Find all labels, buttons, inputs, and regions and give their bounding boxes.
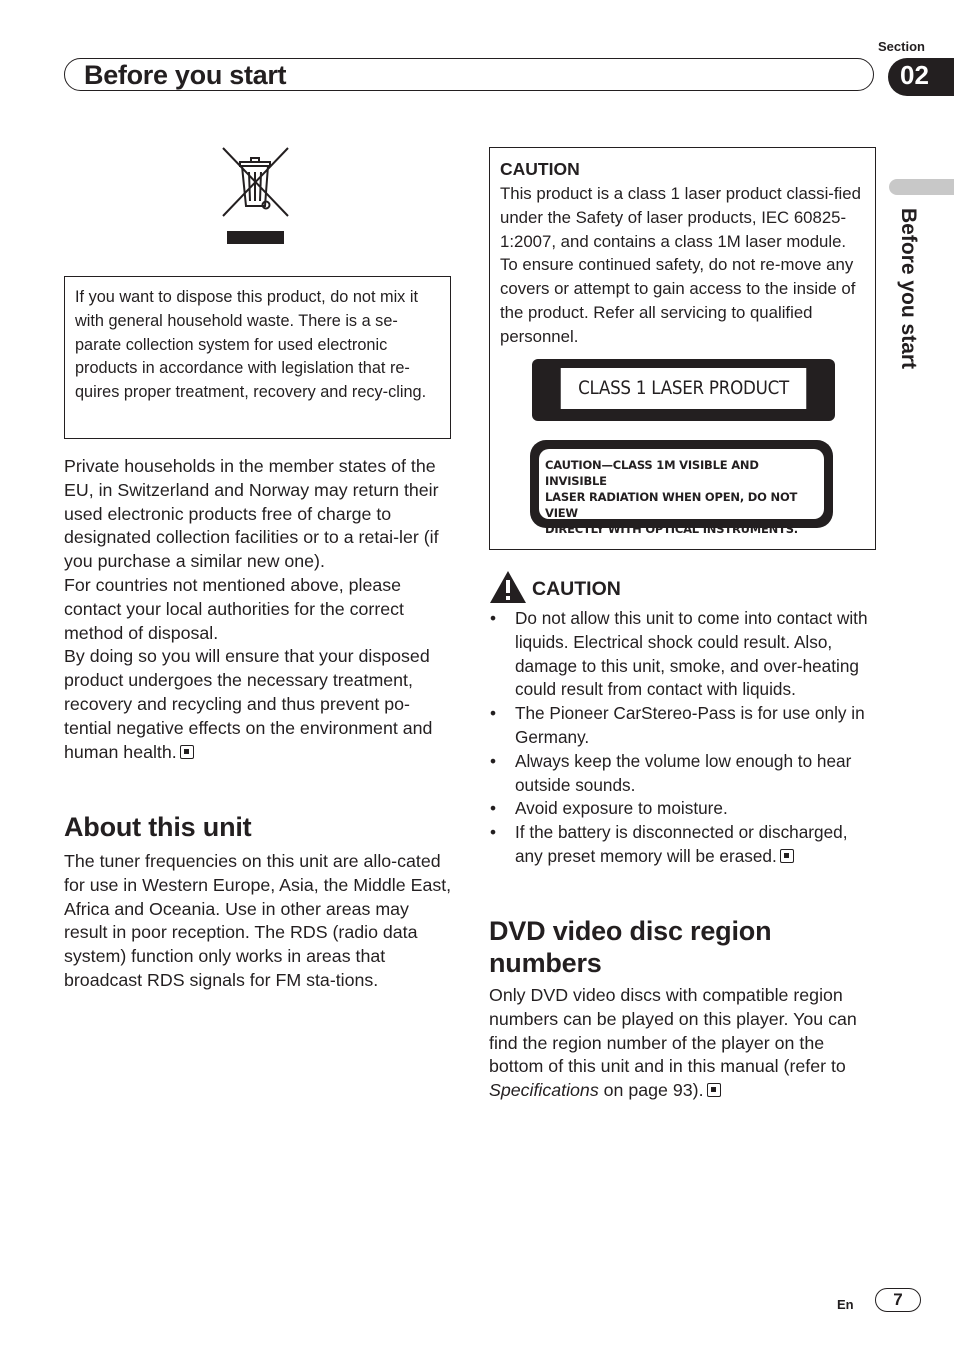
caution-item: • Always keep the volume low enough to hear outside sounds. — [489, 750, 877, 798]
caution-item: • The Pioneer CarStereo-Pass is for use only in Germany. — [489, 702, 877, 750]
side-tab-bar — [889, 179, 954, 195]
class-1-laser-label — [532, 359, 835, 421]
about-heading: About this unit — [64, 812, 252, 842]
section-number-tab: 02 — [888, 58, 954, 96]
end-of-section-icon — [780, 849, 794, 863]
warning-triangle-icon — [489, 570, 527, 604]
caution-list — [489, 607, 877, 869]
disposal-notice-text: If you want to dispose this product, do not mix it with general household waste. There is a se-parate collection system for used electronic products in accordance with legislation that re-quires proper treatment, recovery and recy-cling. — [75, 288, 427, 402]
laser-warning-text — [539, 449, 824, 536]
caution-item: • Do not allow this unit to come into contact with liquids. Electrical shock could result. Also, damage to this unit, smoke, and over-heating could result from contact with liquids. — [489, 607, 877, 702]
side-tab-label: Before you start — [897, 208, 920, 370]
class-1m-laser-warning-label — [530, 440, 833, 536]
laser-caution-text: This product is a class 1 laser product classi-fied under the Safety of laser products, IEC 60825-1:2007, and contains a class 1M laser module. To ensure continued safety, do not re-move any covers or attempt to gain access to the inside of the product. Refer all servicing to qualified personnel. — [500, 184, 861, 346]
specifications-reference[interactable]: Specifications — [489, 1080, 599, 1101]
disposal-info — [64, 455, 454, 764]
caution-item: • If the battery is disconnected or discharged, any preset memory will be erased. — [489, 821, 877, 869]
disposal-notice-box — [64, 276, 451, 439]
caution-item: • Avoid exposure to moisture. — [489, 797, 877, 821]
disposal-paragraph: By doing so you will ensure that your disposed product undergoes the necessary treatment, recovery and recycling and thus prevent po-tential negative effects on the environment and human health. — [64, 646, 433, 762]
language-label: En — [837, 1297, 854, 1312]
disposal-paragraph: Private households in the member states of the EU, in Switzerland and Norway may return their used electronic products free of charge to designated collection facilities or to a retai-ler (if you purchase a similar new one). — [64, 456, 439, 572]
class-1-laser-label-text: CLASS 1 LASER PRODUCT — [561, 368, 807, 409]
crossed-out-wheelie-bin-icon — [221, 146, 291, 246]
page-title: Before you start — [84, 60, 287, 90]
dvd-region-section — [489, 915, 877, 1103]
about-text: The tuner frequencies on this unit are allo-cated for use in Western Europe, Asia, the Middle East, Africa and Oceania. Use in other areas may result in poor reception. The RDS (radio data system) function only works in areas that broadcast RDS signals for FM sta-tions. — [64, 851, 452, 990]
dvd-region-text: Only DVD video discs with compatible region numbers can be played on this player. You can find the region number of the player on the bottom of this unit and in this manual (refer to Specifications on page 93). — [489, 985, 857, 1101]
section-label: Section — [878, 39, 925, 54]
end-of-section-icon — [707, 1083, 721, 1097]
end-of-section-icon — [180, 745, 194, 759]
laser-warning-line: DIRECTLY WITH OPTICAL INSTRUMENTS. — [545, 522, 798, 536]
disposal-paragraph: For countries not mentioned above, please contact your local authorities for the correct method of disposal. — [64, 574, 404, 643]
page-number: 7 — [875, 1288, 921, 1312]
dvd-region-heading: DVD video disc region numbers — [489, 916, 772, 978]
laser-warning-line: CAUTION—CLASS 1M VISIBLE AND INVISIBLE — [545, 458, 759, 488]
caution-title: CAUTION — [532, 578, 621, 600]
about-section — [64, 811, 454, 993]
laser-caution-title: CAUTION — [500, 159, 580, 179]
laser-warning-line: LASER RADIATION WHEN OPEN, DO NOT VIEW — [545, 490, 798, 520]
